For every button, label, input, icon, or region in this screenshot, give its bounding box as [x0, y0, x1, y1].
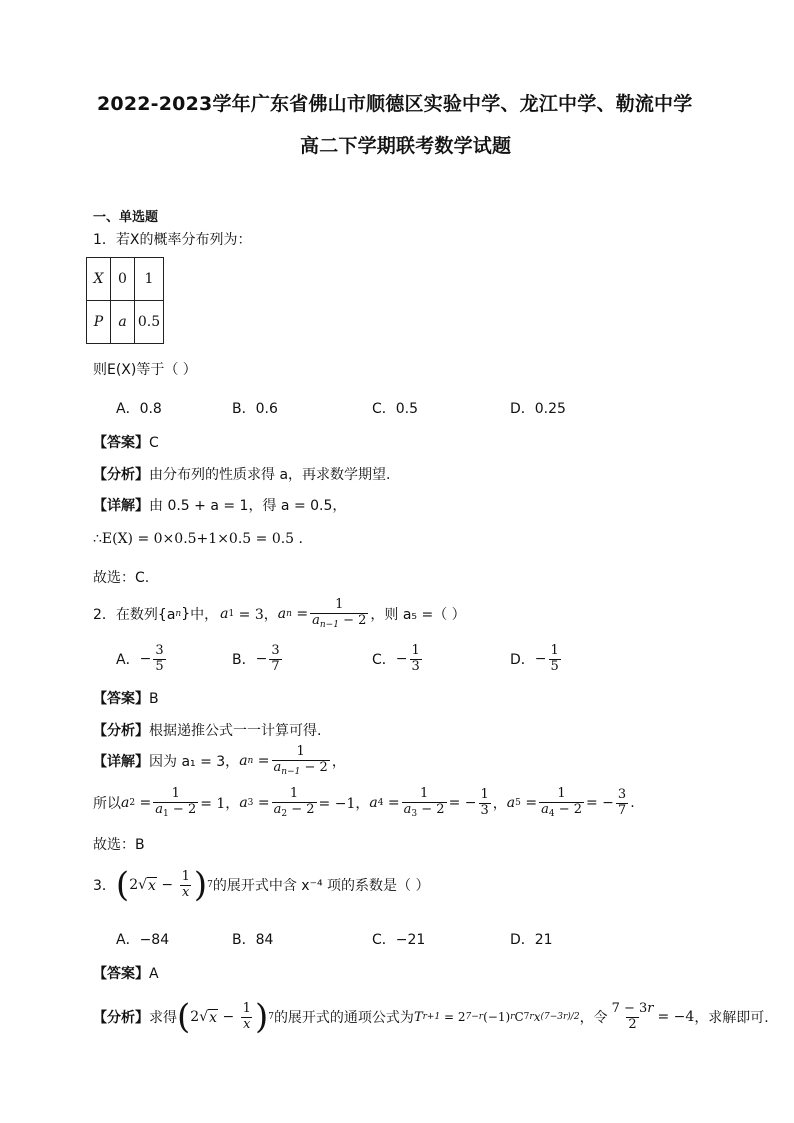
q3-option-d: D．21 [510, 932, 553, 948]
q1-detail-tag: 【详解】 [93, 498, 149, 514]
q3-stem: 3． ( 2 √ x − $\frac{1}{x}$ ) 7 的展开式中含 x⁻⁴ 项的系数是（ ） [93, 865, 430, 905]
q1-option-c: C．0.5 [372, 401, 419, 417]
q2-detail: 【详解】 因为 a₁ = 3， a n = $\frac{1}{a_{n-1} - 2}$ ， [93, 744, 346, 777]
q1-answer-tag: 【答案】 [93, 435, 149, 451]
q1-analysis: 由分布列的性质求得 a，再求数学期望. [149, 467, 391, 483]
q3-option-b: B．84 [232, 932, 274, 948]
q3-answer-tag: 【答案】 [93, 966, 149, 982]
q2-analysis-tag: 【分析】 [93, 723, 149, 739]
q1-option-b: B．0.6 [232, 401, 278, 417]
q1-distribution-table [86, 257, 164, 344]
q2-option-d: D． − $\frac{1}{5}$ [510, 643, 559, 674]
q1-conclusion: 故选：C. [93, 570, 150, 586]
title-line-2: 高二下学期联考数学试题 [300, 135, 512, 157]
table-cell: a [111, 301, 135, 344]
q3-analysis: 【分析】 求得 ( 2 √ x − $\frac{1}{x}$ ) 7 的展开式的通项公式为 T r+1 = 2 7−r (−1) r C 7 r x (7−3r)/2 ，令 $\frac{7 - 3r}{2}$ = −4 ，求解即可. [93, 997, 769, 1037]
q3-option-c: C．−21 [372, 932, 426, 948]
table-cell: X [87, 258, 111, 301]
q2-option-c: C． − $\frac{1}{3}$ [372, 643, 420, 674]
table-cell: 1 [135, 258, 164, 301]
q1-answer: C [149, 435, 159, 451]
q1-stem: 1．若X的概率分布列为： [93, 232, 252, 248]
table-cell: 0.5 [135, 301, 164, 344]
q1-option-d: D．0.25 [510, 401, 566, 417]
q3-answer: A [149, 966, 159, 982]
q2-analysis: 根据递推公式一一计算可得. [149, 723, 322, 739]
table-cell: 0 [111, 258, 135, 301]
q1-analysis-tag: 【分析】 [93, 467, 149, 483]
q1-calculation: ∴E(X) = 0×0.5+1×0.5 = 0.5 . [93, 531, 303, 547]
q2-answer-tag: 【答案】 [93, 691, 149, 707]
q2-answer: B [149, 691, 159, 707]
q1-option-a: A．0.8 [116, 401, 162, 417]
q2-stem: 2．在数列{a n } 中， a 1 = 3， a n = $\frac{1}{a_{n-1} - 2}$ ，则 a₅ =（ ） [93, 597, 466, 630]
table-cell: P [87, 301, 111, 344]
q2-option-b: B． − $\frac{3}{7}$ [232, 643, 280, 674]
q1-question: 则E(X)等于（ ） [93, 362, 197, 378]
q2-conclusion: 故选：B [93, 837, 145, 853]
title-line-1: 2022-2023学年广东省佛山市顺德区实验中学、龙江中学、勒流中学 [97, 93, 693, 115]
q1-detail: 由 0.5 + a = 1，得 a = 0.5， [149, 498, 347, 514]
section-heading: 一、单选题 [93, 210, 159, 225]
q3-option-a: A．−84 [116, 932, 170, 948]
q2-option-a: A． − $\frac{3}{5}$ [116, 643, 164, 674]
q2-calculation: 所以 a 2 = $\frac{1}{a_1 - 2}$ = 1， a 3 = $\frac{1}{a_2 - 2}$ = −1， a 4 = $\frac{1}{a_3 - 2}$ = − $\frac{1}{3}$ ， a 5 = $\frac{1}{a_4 - 2}$ = − $\frac{3}{7}$ . [93, 786, 635, 819]
